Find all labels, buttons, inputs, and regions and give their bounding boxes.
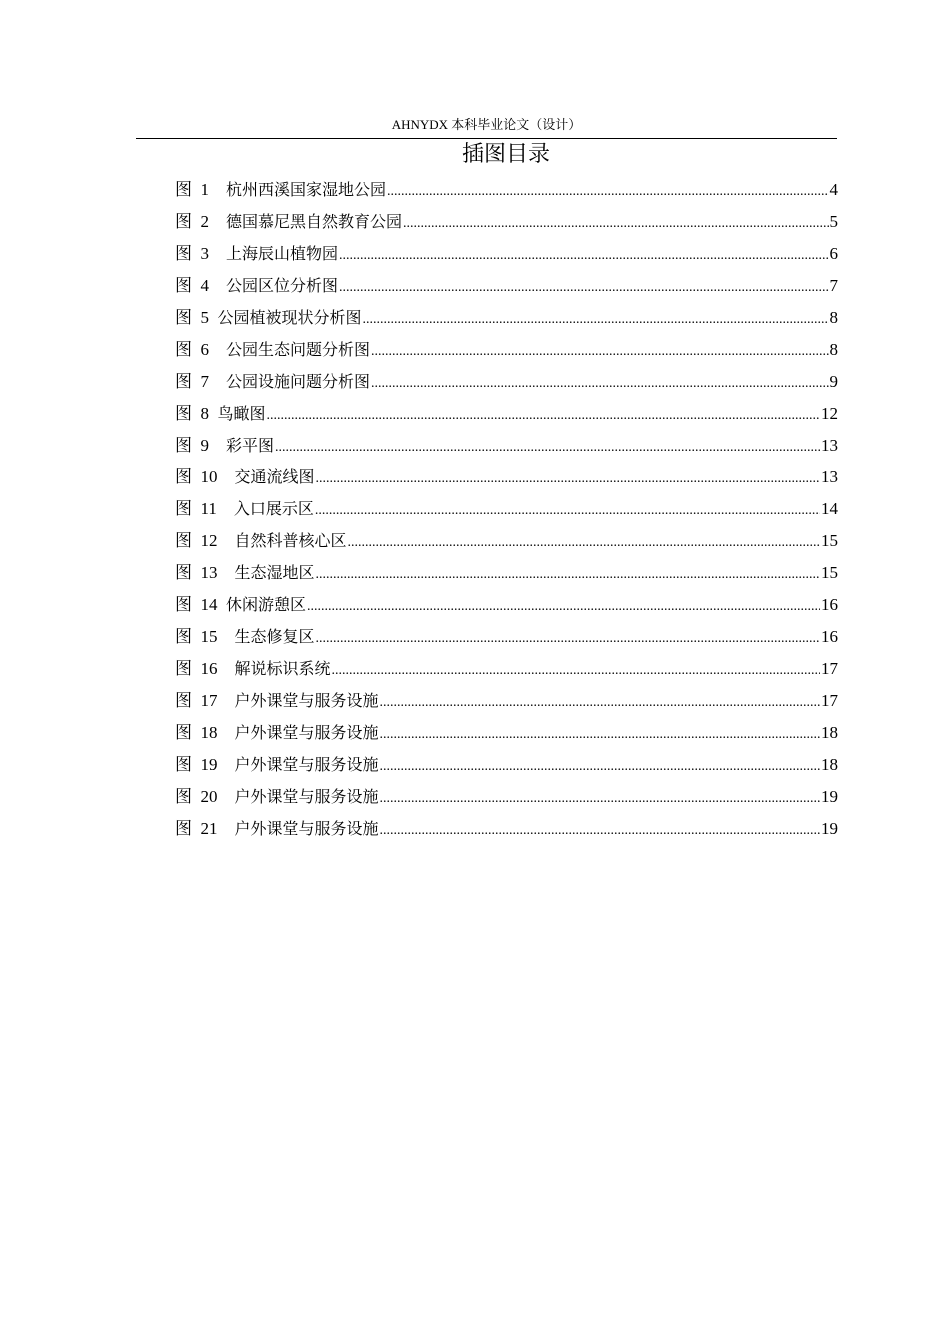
toc-entry[interactable] (175, 589, 838, 621)
toc-entry[interactable] (175, 206, 838, 238)
page-header (136, 115, 837, 139)
figure-caption: 解说标识系统 (234, 659, 331, 679)
page-number: 12 (821, 403, 838, 423)
figure-caption: 自然科普核心区 (234, 531, 347, 551)
figure-number: 图 21 (175, 818, 235, 838)
figure-caption: 生态湿地区 (234, 563, 315, 583)
figure-number: 图 10 (175, 467, 235, 487)
dot-leader (275, 432, 820, 462)
page-number: 16 (821, 627, 838, 647)
page-number: 15 (821, 563, 838, 583)
dot-leader (267, 400, 820, 430)
page-number: 18 (821, 722, 838, 742)
toc-entry[interactable] (175, 685, 838, 717)
figure-number: 图 6 (175, 339, 226, 359)
toc-entry[interactable] (175, 334, 838, 366)
figure-number: 图 8 (175, 403, 218, 423)
figure-number: 图 5 (175, 307, 218, 327)
figure-caption: 上海辰山植物园 (226, 243, 339, 263)
page-number: 5 (829, 211, 838, 231)
figure-number: 图 1 (175, 180, 226, 199)
page-number: 13 (821, 435, 838, 455)
page-number: 14 (821, 499, 838, 519)
page-number: 19 (821, 786, 838, 806)
toc-entry[interactable] (175, 749, 838, 781)
figure-caption: 休闲游憩区 (226, 595, 307, 615)
page-number: 18 (821, 754, 838, 774)
page-number: 9 (829, 371, 838, 391)
dot-leader (332, 655, 820, 685)
dot-leader (380, 719, 820, 749)
toc-entry[interactable] (175, 238, 838, 270)
figure-caption: 公园生态问题分析图 (226, 339, 371, 359)
figure-caption: 公园设施问题分析图 (226, 371, 371, 391)
figure-caption: 德国慕尼黑自然教育公园 (226, 211, 403, 231)
toc-entry[interactable] (175, 430, 838, 462)
toc-entry[interactable] (175, 302, 838, 334)
dot-leader (316, 559, 820, 589)
toc-entry[interactable] (175, 525, 838, 557)
toc-entry[interactable] (175, 493, 838, 525)
figure-number: 图 11 (175, 499, 234, 519)
dot-leader (339, 272, 828, 302)
toc-entry[interactable] (175, 461, 838, 493)
toc-entry[interactable] (175, 398, 838, 430)
figure-caption: 杭州西溪国家湿地公园 (226, 180, 387, 199)
figure-caption: 鸟瞰图 (217, 403, 266, 423)
toc-entry[interactable] (175, 621, 838, 653)
dot-leader (371, 336, 828, 366)
toc-entry[interactable] (175, 270, 838, 302)
figure-caption: 交通流线图 (234, 467, 315, 487)
figure-number: 图 19 (175, 754, 235, 774)
page-number: 17 (821, 659, 838, 679)
dot-leader (315, 495, 820, 525)
page-number: 8 (829, 307, 838, 327)
page-title: 插图目录 (461, 142, 550, 167)
figure-caption: 入口展示区 (233, 499, 314, 519)
dot-leader (316, 623, 820, 653)
dot-leader (348, 527, 820, 557)
page-number: 7 (829, 275, 838, 295)
figure-caption: 户外课堂与服务设施 (234, 722, 379, 742)
dot-leader (380, 751, 820, 781)
page-number: 15 (821, 531, 838, 551)
page-number: 4 (829, 180, 838, 199)
page-number: 19 (821, 818, 838, 838)
dot-leader (307, 591, 820, 621)
dot-leader (387, 176, 828, 206)
page-number: 6 (829, 243, 838, 263)
figure-caption: 户外课堂与服务设施 (234, 691, 379, 710)
figure-caption: 公园区位分析图 (226, 275, 339, 295)
toc-entry[interactable] (175, 781, 838, 813)
page-number: 17 (821, 691, 838, 710)
figure-caption: 户外课堂与服务设施 (234, 754, 379, 774)
dot-leader (380, 815, 820, 845)
dot-leader (371, 368, 828, 398)
figure-caption: 户外课堂与服务设施 (234, 786, 379, 806)
figure-number: 图 18 (175, 722, 235, 742)
toc-entry[interactable] (175, 813, 838, 845)
figure-number: 图 13 (175, 563, 235, 583)
dot-leader (380, 687, 820, 717)
figure-list (175, 174, 838, 845)
figure-caption: 彩平图 (226, 435, 275, 455)
figure-number: 图 2 (175, 211, 226, 231)
figure-number: 图 15 (175, 627, 235, 647)
toc-entry[interactable] (175, 366, 838, 398)
toc-entry[interactable] (175, 174, 838, 206)
dot-leader (380, 783, 820, 813)
figure-number: 图 14 (175, 595, 226, 615)
figure-number: 图 3 (175, 243, 226, 263)
figure-caption: 户外课堂与服务设施 (234, 818, 379, 838)
dot-leader (403, 208, 828, 238)
header-text: AHNYDX 本科毕业论文（设计） (391, 117, 582, 132)
figure-caption: 生态修复区 (234, 627, 315, 647)
figure-number: 图 20 (175, 786, 235, 806)
toc-entry[interactable] (175, 557, 838, 589)
dot-leader (316, 463, 820, 493)
page-number: 16 (821, 595, 838, 615)
figure-number: 图 16 (175, 659, 235, 679)
figure-number: 图 7 (175, 371, 226, 391)
figure-number: 图 4 (175, 275, 226, 295)
page-number: 13 (821, 467, 838, 487)
dot-leader (363, 304, 829, 334)
figure-number: 图 17 (175, 691, 235, 710)
dot-leader (339, 240, 828, 270)
page-number: 8 (829, 339, 838, 359)
figure-number: 图 12 (175, 531, 235, 551)
toc-entry[interactable] (175, 653, 838, 685)
figure-number: 图 9 (175, 435, 226, 455)
toc-entry[interactable] (175, 717, 838, 749)
figure-caption: 公园植被现状分析图 (217, 307, 362, 327)
